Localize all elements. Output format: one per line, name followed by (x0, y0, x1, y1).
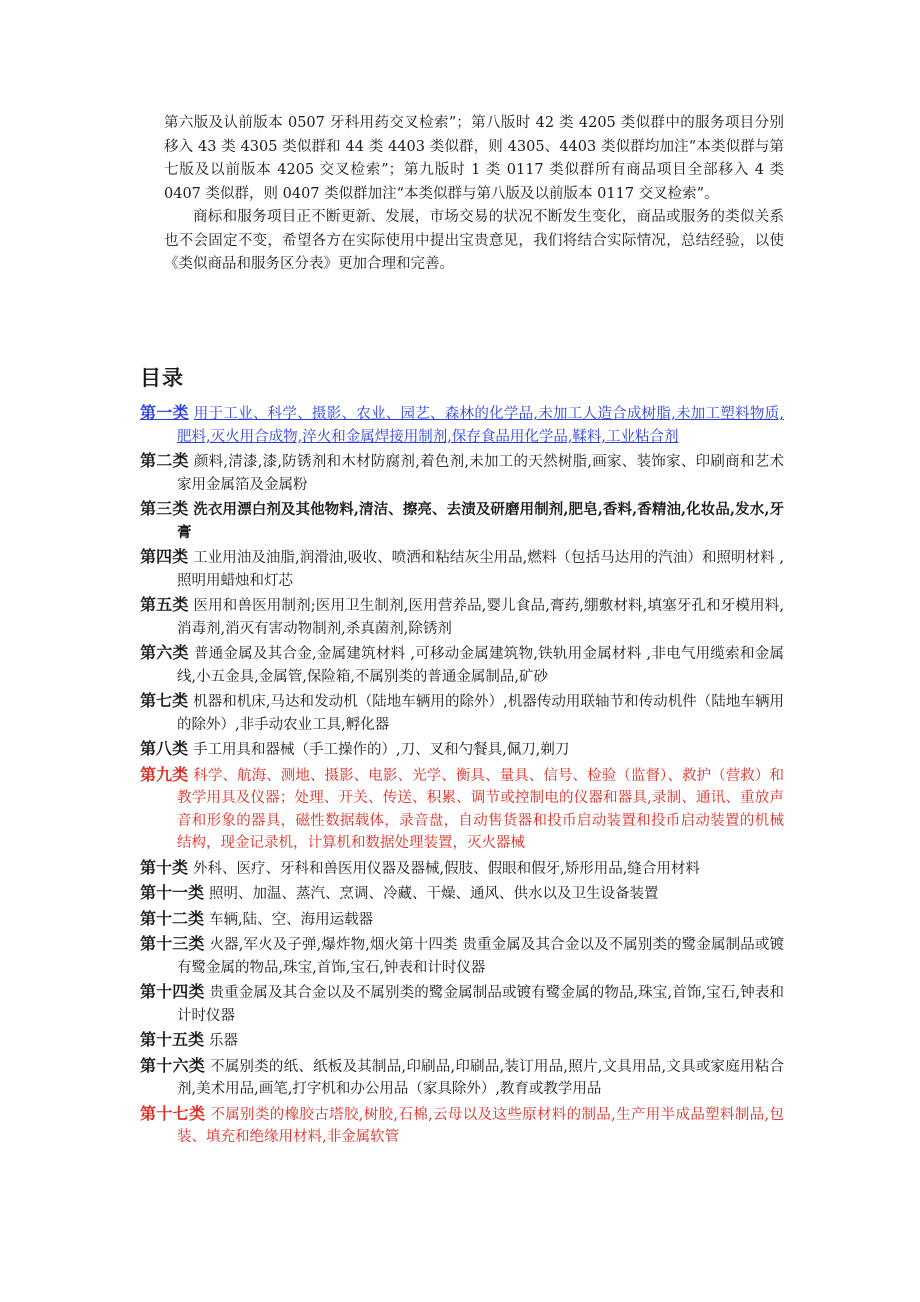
toc-entry-desc: 医用和兽医用制剂;医用卫生制剂,医用营养品,婴儿食品,膏药,绷敷材料,填塞牙孔和牙模用料,消毒剂,消灭有害动物制剂,杀真菌剂,除锈剂 (177, 598, 784, 637)
toc-entry-class-7 (140, 690, 784, 736)
toc-entry-label: 第十二类 (140, 908, 205, 928)
toc-entry-desc: 机器和机床,马达和发动机（陆地车辆用的除外）,机器传动用联轴节和传动机件（陆地车辆用的除外）,非手动农业工具,孵化器 (177, 694, 784, 733)
intro-paragraph-2: 商标和服务项目正不断更新、发展，市场交易的状况不断发生变化，商品或服务的类似关系也不会固定不变，希望各方在实际使用中提出宝贵意见，我们将结合实际情况，总结经验，以使《类似商品和服务区分表》更加合理和完善。 (164, 209, 784, 272)
toc-entry-class-10 (140, 857, 784, 881)
toc-entry-label: 第十一类 (140, 883, 205, 902)
toc-entry-class-12 (140, 908, 784, 932)
toc-entry-label: 第二类 (140, 451, 189, 470)
toc-entry-label: 第十六类 (140, 1055, 205, 1075)
toc-entry-class-2 (140, 450, 784, 496)
toc-entry-label: 第十三类 (140, 934, 205, 953)
toc-entry-desc: 照明、加温、蒸汽、烹调、冷藏、干燥、通风、供水以及卫生设备装置 (209, 886, 659, 902)
table-of-contents (140, 402, 784, 1151)
toc-entry-label: 第八类 (140, 739, 189, 758)
toc-entry-desc: 火器,军火及子弹,爆炸物,烟火第十四类 贵重金属及其合金以及不属别类的鹭金属制品或镀有鹭金属的物品,珠宝,首饰,宝石,钟表和计时仪器 (177, 937, 784, 976)
toc-entry-class-15 (140, 1029, 784, 1053)
toc-entry-class-14 (140, 981, 784, 1027)
toc-entry-class-13 (140, 933, 784, 979)
toc-entry-label: 第三类 (140, 499, 189, 518)
toc-heading: 目录 (140, 366, 184, 390)
toc-entry-class-9 (140, 764, 784, 855)
toc-entry-label: 第五类 (140, 595, 189, 614)
toc-entry-desc: 科学、航海、测地、摄影、电影、光学、衡具、量具、信号、检验（监督）、救护（营救）和教学用具及仪器；处理、开关、传送、积累、调节或控制电的仪器和器具,录制、通讯、重放声音和形象的器具，磁性数据载体，录音盘，自动售货器和投币启动装置和投币启动装置的机械结构，现金记录机，计算机和数据处理装置，灭火器械 (177, 767, 784, 851)
toc-entry-desc: 普通金属及其合金,金属建筑材料 ,可移动金属建筑物,铁轨用金属材料 ,非电气用缆索和金属线,小五金具,金属管,保险箱,不属别类的普通金属制品,矿砂 (177, 646, 784, 685)
toc-entry-desc: 不属别类的橡胶古塔胶,树胶,石棉,云母以及这些原材料的制品,生产用半成品塑料制品,包装、填充和绝缘用材料,非金属软管 (177, 1106, 784, 1145)
toc-entry-class-16 (140, 1055, 784, 1101)
toc-entry-desc: 贵重金属及其合金以及不属别类的鹭金属制品或镀有鹭金属的物品,珠宝,首饰,宝石,钟表和计时仪器 (177, 985, 784, 1024)
toc-entry-desc: 工业用油及油脂,润滑油,吸收、喷洒和粘结灰尘用品,燃料（包括马达用的汽油）和照明材料 ,照明用蜡烛和灯芯 (177, 550, 784, 589)
toc-entry-desc: 车辆,陆、空、海用运载器 (209, 911, 374, 928)
toc-entry-label: 第十类 (140, 857, 189, 877)
toc-entry-desc: 外科、医疗、牙科和兽医用仪器及器械,假肢、假眼和假牙,矫形用品,缝合用材料 (193, 860, 700, 877)
toc-entry-desc: 颜料,清漆,漆,防锈剂和木材防腐剂,着色剂,未加工的天然树脂,画家、装饰家、印刷商和艺术家用金属箔及金属粉 (177, 454, 784, 493)
toc-entry-class-6 (140, 642, 784, 688)
toc-entry-label: 第十七类 (140, 1103, 206, 1123)
intro-paragraph-1: 第六版及认前版本 0507 牙科用药交叉检索”；第八版时 42 类 4205 类似群中的服务项目分别移入 43 类 4305 类似群和 44 类 4403 类似群，则 4305、4403 类似群均加注“本类似群与第七版及以前版本 4205 交叉检索”；第九版时 1 类 0117 类似群所有商品项目全部移入 4 类 0407 类似群，则 0407 类似群加注“本类似群与第八版及以前版本 0117 交叉检索”。 (164, 115, 784, 202)
toc-entry-label[interactable]: 第一类 (140, 403, 189, 422)
intro-section (164, 112, 784, 277)
toc-entry-class-4 (140, 546, 784, 592)
toc-entry-class-3 (140, 498, 784, 544)
toc-entry-label: 第七类 (140, 691, 189, 710)
toc-entry-label: 第六类 (140, 643, 189, 662)
toc-entry-class-8 (140, 738, 784, 762)
toc-entry-desc: 洗衣用漂白剂及其他物料,清洁、擦亮、去渍及研磨用制剂,肥皂,香料,香精油,化妆品,发水,牙膏 (177, 501, 784, 541)
toc-entry-class-1[interactable] (140, 402, 784, 448)
toc-entry-class-5 (140, 594, 784, 640)
toc-entry-desc: 手工用具和器械（手工操作的）,刀、叉和勺餐具,佩刀,剃刀 (193, 742, 570, 758)
toc-entry-label: 第四类 (140, 547, 189, 566)
toc-entry-class-11 (140, 882, 784, 906)
toc-entry-label: 第九类 (140, 764, 189, 784)
toc-entry-desc: 不属别类的纸、纸板及其制品,印刷品,印刷品,装订用品,照片,文具用品,文具或家庭用粘合剂,美术用品,画笔,打字机和办公用品（家具除外）,教育或教学用品 (177, 1058, 784, 1097)
toc-entry-desc: 乐器 (209, 1033, 239, 1049)
toc-entry-desc[interactable]: 用于工业、科学、摄影、农业、园艺、森林的化学品,未加工人造合成树脂,未加工塑料物质,肥料,灭火用合成物,淬火和金属焊接用制剂,保存食品用化学品,鞣料,工业粘合剂 (177, 406, 784, 445)
toc-entry-label: 第十四类 (140, 982, 205, 1001)
toc-entry-label: 第十五类 (140, 1030, 205, 1049)
toc-entry-class-17 (140, 1103, 784, 1149)
